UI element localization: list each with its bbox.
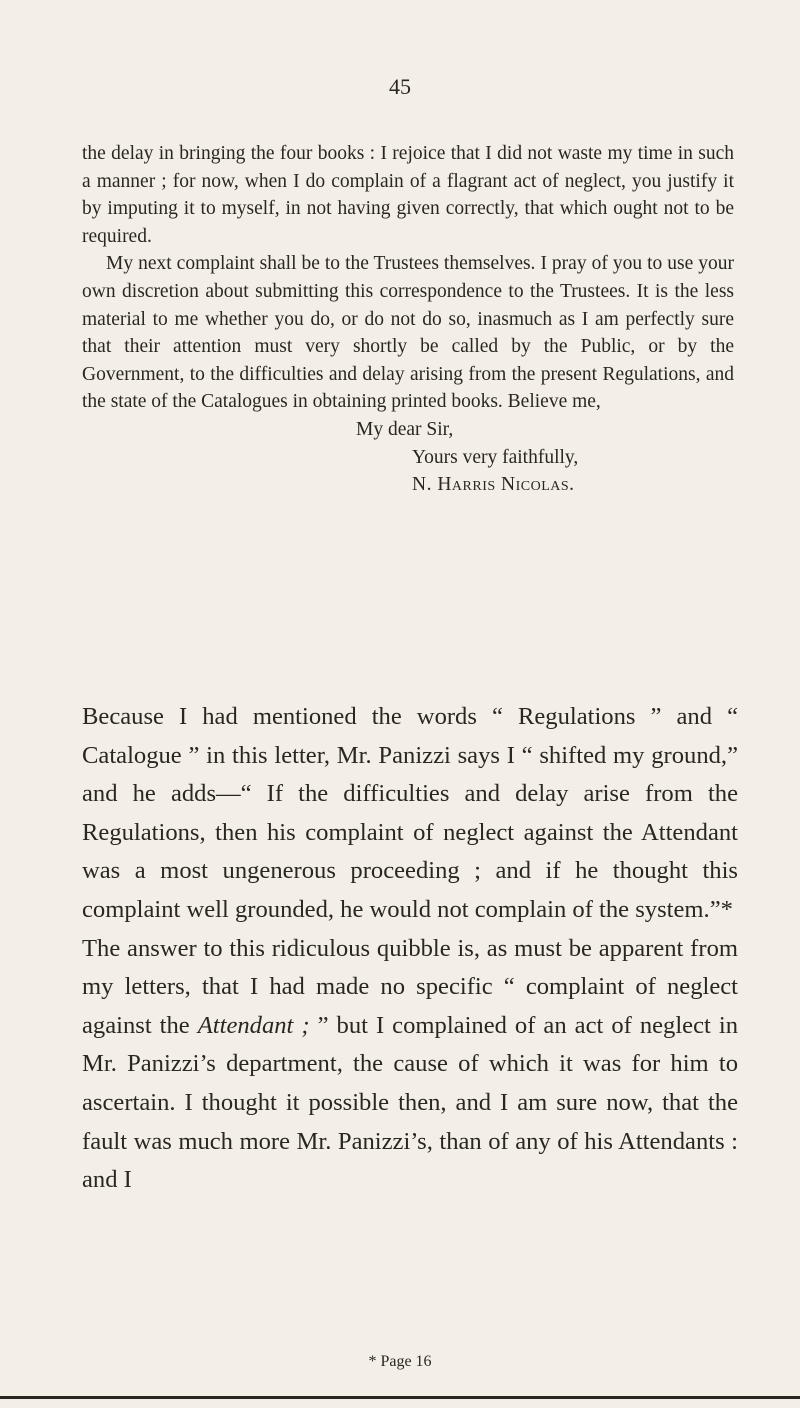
letter-paragraph: My next complaint shall be to the Trustees themselves. I pray of you to use your own discretion about submitting this correspondence to the Trustees. It is the less material to me whether you do, or do not do so, inasmuch as I am perfectly sure that their attention must very shortly be called by the Public, or by the Government, to the difficulties and delay arising from the present Regulations, and the state of the Catalogues in obtaining printed books. Believe me, [82, 253, 734, 413]
letter-closing [82, 416, 734, 499]
closing-valediction: Yours very faithfully, [412, 446, 579, 468]
italic-text: Attendant ; [197, 1011, 310, 1039]
commentary-paragraph: Because I had mentioned the words “ Regulations ” and “ Catalogue ” in this letter, Mr. Panizzi says I “ shifted my ground,” and he adds—“ If the difficulties and delay arise from the Regulations, then his complaint of neglect against the Attendant was a most ungenerous proceeding ; and if he thought this complaint well grounded, he would not complain of the system.”* [82, 703, 738, 923]
closing-salutation: My dear Sir, [356, 418, 454, 440]
commentary-paragraph [82, 930, 738, 1200]
paragraph-text: The answer to this ridiculous quibble is, as must be apparent from my letters, that I had made no specific “ complaint of neglect against the [82, 934, 738, 1039]
footnote: * Page 16 [368, 1353, 432, 1370]
bottom-rule [0, 1396, 800, 1399]
page-number: 45 [389, 74, 411, 99]
signature: N. Harris Nicolas. [412, 474, 575, 496]
paragraph-text: ” but I complained of an act of neglect in Mr. Panizzi’s department, the cause of which it was for him to ascertain. I thought it possible then, and I am sure now, that the fault was much more Mr. Panizzi’s, than of any of his Attendants : and I [82, 1011, 738, 1194]
commentary-text [82, 698, 738, 1200]
letter-paragraph: the delay in bringing the four books : I rejoice that I did not waste my time in such a manner ; for now, when I do complain of a flagrant act of neglect, you justify it by imputing it to myself, in not having given correctly, that which ought not to be required. [82, 143, 734, 247]
letter-text [82, 140, 734, 499]
